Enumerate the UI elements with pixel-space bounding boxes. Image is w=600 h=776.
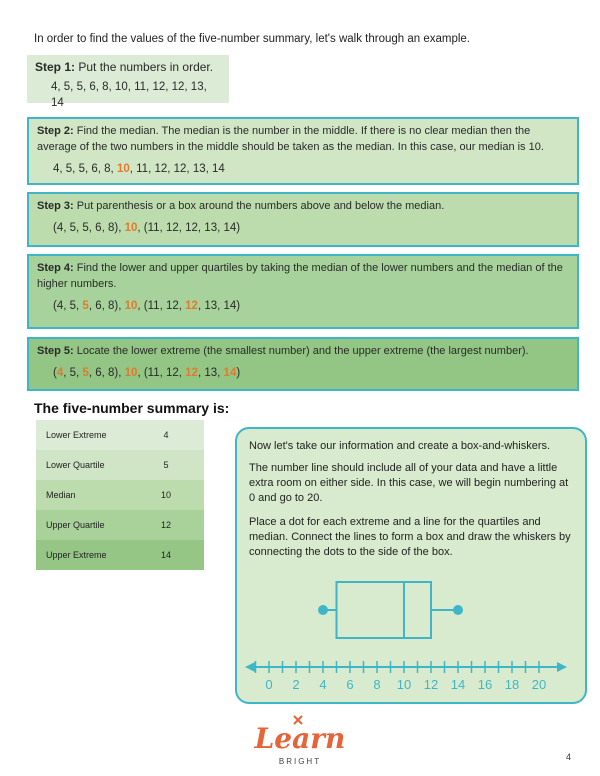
step-2-text: Step 2: Find the median. The median is the number in the middle. If there is no clear median then the average of the two numbers in the middle should be taken as the median. In this case, our median is 10. (37, 125, 544, 153)
summary-value: 14 (160, 550, 171, 560)
axis-tick-label: 12 (423, 677, 439, 692)
step-3-box (27, 192, 579, 247)
summary-row-lower-extreme (36, 420, 204, 450)
step-3-sequence: (4, 5, 5, 6, 8), 10, (11, 12, 12, 13, 14) (53, 222, 241, 234)
step-2-box (27, 117, 579, 185)
panel-paragraph-3: Place a dot for each extreme and a line for the quartiles and median. Connect the lines to form a box and draw the whiskers by connecting the dots to the side of the box. (249, 516, 571, 558)
step-5-box (27, 337, 579, 391)
number-line-left-arrow (245, 662, 255, 672)
logo-mark (254, 716, 346, 766)
summary-value: 12 (160, 520, 171, 530)
upper-extreme-dot (453, 605, 463, 615)
axis-tick-label: 2 (292, 677, 300, 692)
axis-tick-label: 10 (396, 677, 412, 692)
summary-row-median (36, 480, 204, 510)
step-1-box (27, 55, 229, 109)
axis-tick-label: 0 (265, 677, 273, 692)
axis-tick-label: 8 (373, 677, 381, 692)
axis-tick-label: 20 (531, 677, 547, 692)
axis-tick-label: 16 (477, 677, 493, 692)
learn-bright-logo (248, 712, 352, 768)
step-2-sequence: 4, 5, 5, 6, 8, 10, 11, 12, 12, 13, 14 (53, 163, 225, 175)
svg-text:Learn: Learn (254, 722, 346, 755)
summary-title: The five-number summary is: (34, 400, 230, 416)
step-1-heading: Step 1: Put the numbers in order. (35, 60, 214, 74)
summary-label: Upper Extreme (46, 550, 107, 560)
step-4-sequence: (4, 5, 5, 6, 8), 10, (11, 12, 12, 13, 14) (53, 300, 241, 312)
summary-label: Lower Quartile (46, 460, 105, 470)
summary-row-lower-quartile (36, 450, 204, 480)
step-1-sequence: 4, 5, 5, 6, 8, 10, 11, 12, 12, 13, 14 (51, 81, 207, 109)
axis-tick-label: 14 (450, 677, 466, 692)
step-4-text: Step 4: Find the lower and upper quartiles by taking the median of the lower numbers and the median of the higher numbers. (37, 262, 563, 290)
box-and-whiskers-panel (235, 427, 587, 704)
intro-text: In order to find the values of the five-number summary, let's walk through an example. (34, 33, 471, 45)
step-4-box (27, 254, 579, 329)
panel-paragraph-1: Now let's take our information and create a box-and-whiskers. (249, 440, 551, 452)
step-5-text: Step 5: Locate the lower extreme (the smallest number) and the upper extreme (the largest number). (37, 345, 529, 357)
summary-label: Lower Extreme (46, 430, 107, 440)
axis-tick-label: 18 (504, 677, 520, 692)
summary-row-upper-extreme (36, 540, 204, 570)
summary-value: 4 (163, 430, 169, 440)
axis-tick-label: 6 (346, 677, 354, 692)
summary-value: 5 (163, 460, 169, 470)
summary-label: Upper Quartile (46, 520, 105, 530)
step-3-text: Step 3: Put parenthesis or a box around the numbers above and below the median. (37, 200, 445, 212)
lower-extreme-dot (318, 605, 328, 615)
box-plot (237, 572, 585, 702)
summary-table (36, 420, 204, 570)
quartile-box (337, 582, 432, 638)
summary-label: Median (46, 490, 76, 500)
axis-tick-label: 4 (319, 677, 327, 692)
step-5-sequence: (4, 5, 5, 6, 8), 10, (11, 12, 12, 13, 14) (53, 367, 241, 379)
summary-value: 10 (160, 490, 171, 500)
number-line-right-arrow (557, 662, 567, 672)
summary-row-upper-quartile (36, 510, 204, 540)
svg-text:BRIGHT: BRIGHT (278, 757, 322, 766)
page-number: 4 (566, 752, 572, 762)
panel-paragraph-2: The number line should include all of your data and have a little extra room on either side. In this case, we will begin numbering at 0 and go to 20. (249, 462, 569, 504)
